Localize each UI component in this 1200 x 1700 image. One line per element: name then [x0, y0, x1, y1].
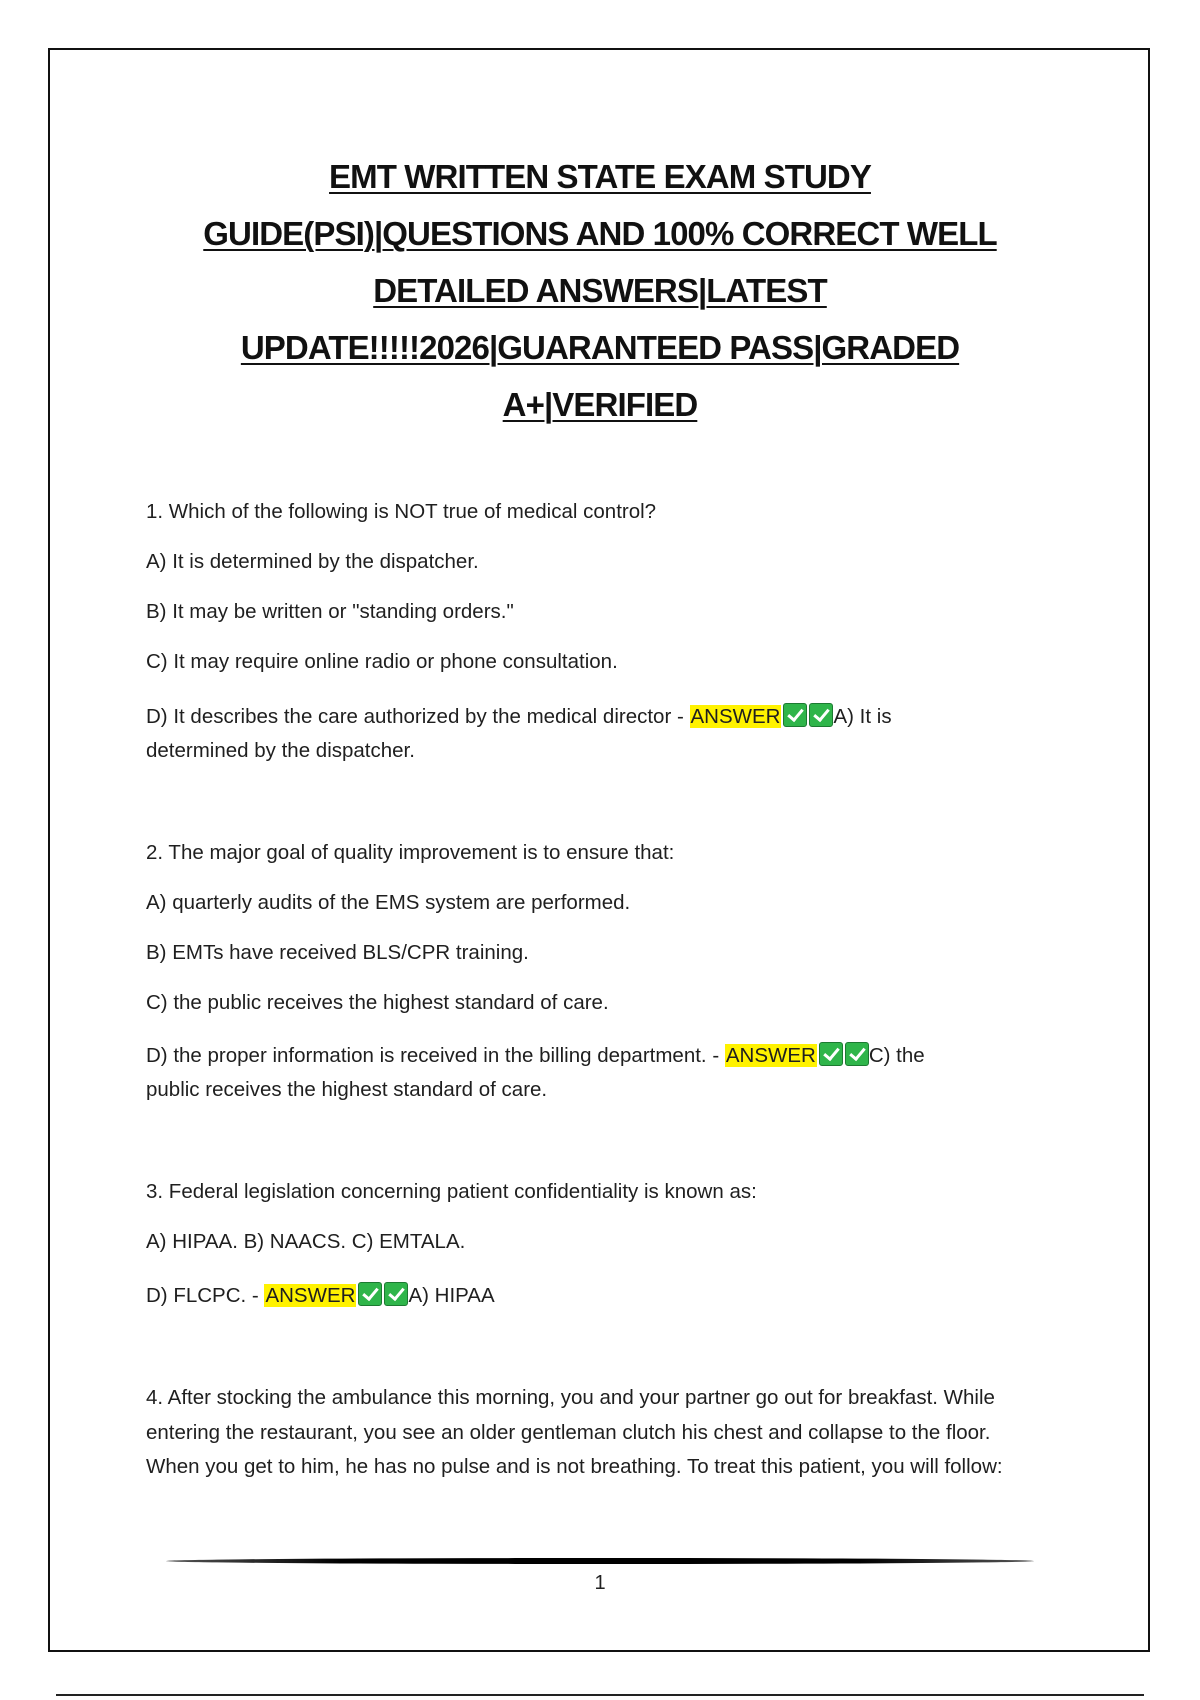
q1-option-c: C) It may require online radio or phone consultation. [146, 650, 618, 673]
q1-answer-part2: determined by the dispatcher. [146, 739, 415, 762]
check-mark-icon [845, 1042, 869, 1066]
check-mark-icon [384, 1282, 408, 1306]
q1-option-a: A) It is determined by the dispatcher. [146, 550, 479, 573]
q2-option-a: A) quarterly audits of the EMS system are performed. [146, 891, 631, 914]
next-page-edge [56, 1694, 1144, 1696]
check-mark-icon [358, 1282, 382, 1306]
document-title [150, 148, 1050, 433]
title-line-3: DETAILED ANSWERS|LATEST [373, 272, 827, 309]
q2-option-b: B) EMTs have received BLS/CPR training. [146, 941, 529, 964]
check-mark-icon [809, 703, 833, 727]
check-mark-icon [783, 703, 807, 727]
q4-question: 4. After stocking the ambulance this morning, you and your partner go out for breakfast. While entering the restaurant, you see an older gentleman clutch his chest and collapse to the floor. When you get to him, he has no pulse and is not breathing. To treat this patient, you will follow: [146, 1386, 1003, 1478]
answer-label: ANSWER [265, 1284, 356, 1307]
answer-label: ANSWER [690, 705, 781, 728]
q2-answer-part2: public receives the highest standard of care. [146, 1078, 548, 1101]
q3-question: 3. Federal legislation concerning patient confidentiality is known as: [146, 1180, 757, 1203]
q2-option-d-line [146, 1039, 1046, 1073]
q2-question: 2. The major goal of quality improvement is to ensure that: [146, 841, 675, 864]
q2-option-c: C) the public receives the highest standard of care. [146, 991, 609, 1014]
title-line-4: UPDATE!!!!!2026|GUARANTEED PASS|GRADED [240, 329, 960, 366]
q1-answer-part1: A) It is [833, 705, 892, 728]
footer-divider [166, 1558, 1034, 1564]
q1-option-d: D) It describes the care authorized by the medical director - [146, 705, 690, 728]
q3-options-abc: A) HIPAA. B) NAACS. C) EMTALA. [146, 1230, 466, 1253]
q2-answer-part1: C) the [868, 1044, 925, 1067]
check-mark-icon [819, 1042, 843, 1066]
q3-answer: A) HIPAA [408, 1284, 495, 1307]
q3-option-d: D) FLCPC. - [146, 1284, 265, 1307]
q3-option-d-line [146, 1279, 1046, 1313]
title-line-2: GUIDE(PSI)|QUESTIONS AND 100% CORRECT WELL [203, 215, 997, 252]
q2-option-d: D) the proper information is received in the billing department. - [146, 1044, 725, 1067]
title-line-5: A+|VERIFIED [502, 386, 698, 423]
title-line-1: EMT WRITTEN STATE EXAM STUDY [329, 158, 871, 195]
answer-label: ANSWER [725, 1044, 816, 1067]
page-number: 1 [594, 1572, 606, 1594]
q1-option-b: B) It may be written or "standing orders." [146, 600, 514, 623]
q1-option-d-line [146, 700, 1046, 734]
q1-question: 1. Which of the following is NOT true of medical control? [146, 500, 657, 523]
